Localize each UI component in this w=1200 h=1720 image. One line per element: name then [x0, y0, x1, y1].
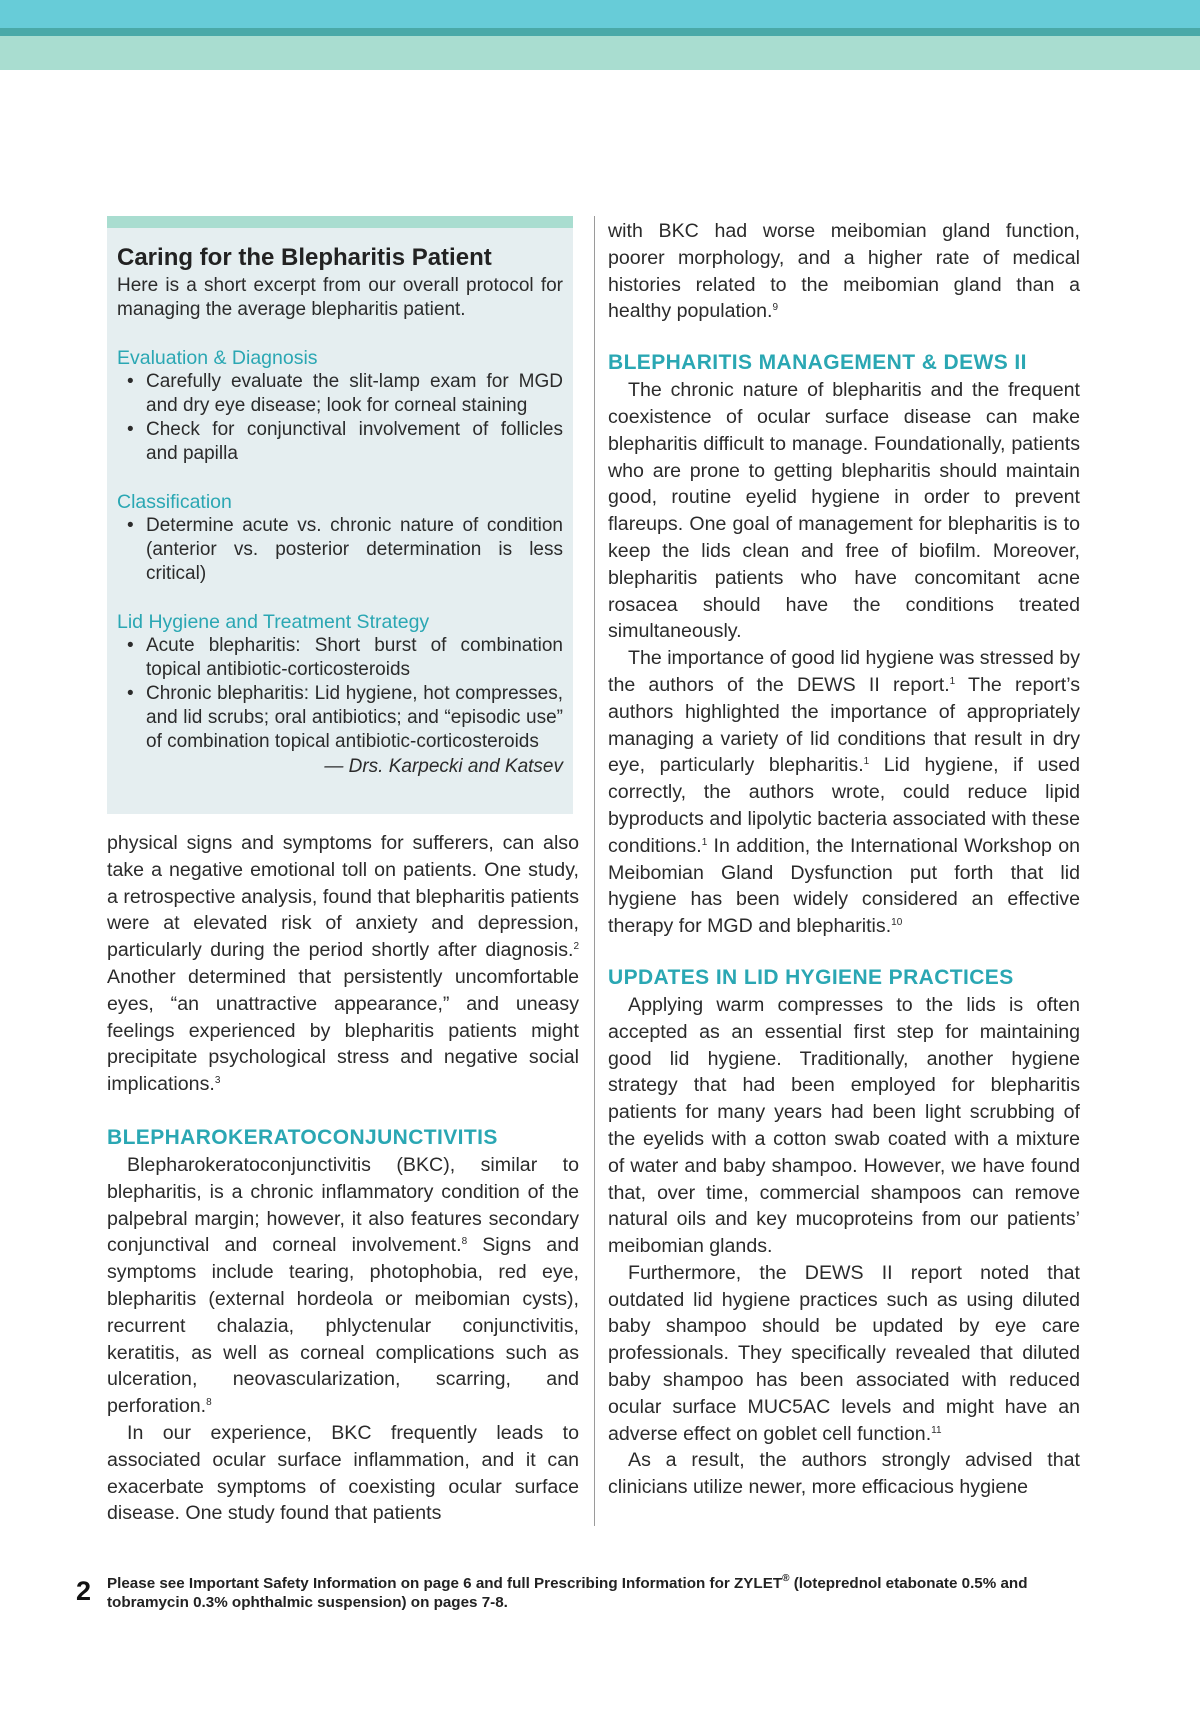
paragraph-text: Lid hygiene, if used correctly, the authors wrote, could reduce lipid byproducts and lipolytic bacteria associated with these conditions.: [608, 754, 1080, 857]
header-band-line: [0, 28, 1200, 36]
paragraph-text: Blepharokeratoconjunctivitis (BKC), similar to blepharitis, is a chronic inflammatory condition of the palpebral margin; however, it also features secondary conjunctival and corneal involvement.: [107, 1153, 579, 1257]
footer-text: (loteprednol etabonate 0.5% and tobramycin 0.3% ophthalmic suspension) on pages 7-8.: [107, 1575, 1028, 1611]
paragraph-text: Furthermore, the DEWS II report noted that outdated lid hygiene practices such as using diluted baby shampoo should be updated by eye care professionals. They specifically revealed that diluted baby shampoo has been associated with reduced ocular surface MUC5AC levels and might have an adverse effect on goblet cell function.: [608, 1261, 1080, 1445]
body-paragraph: The chronic nature of blepharitis and the frequent coexistence of ocular surface disease can make blepharitis difficult to manage. Foundationally, patients who are prone to getting blepharitis should maintain good, routine eyelid hygiene in order to prevent flareups. One goal of management for blepharitis is to keep the lids clean and free of biofilm. Moreover, blepharitis patients who have concomitant acne rosacea should have the conditions treated simultaneously.: [608, 379, 1080, 643]
list-item: • Carefully evaluate the slit-lamp exam for MGD and dry eye disease; look for corneal staining: [146, 370, 563, 418]
list-item: • Check for conjunctival involvement of follicles and papilla: [146, 418, 563, 466]
list-item: • Chronic blepharitis: Lid hygiene, hot compresses, and lid scrubs; oral antibiotics; and “episodic use” of combination topical antibiotic-corticosteroids: [146, 682, 563, 754]
list-item: • Acute blepharitis: Short burst of combination topical antibiotic-corticosteroids: [146, 634, 563, 682]
left-column: [107, 830, 579, 1527]
sidebar-heading-evaluation: Evaluation & Diagnosis: [117, 347, 318, 369]
paragraph-text: with BKC had worse meibomian gland function, poorer morphology, and a higher rate of medical histories related to the meibomian gland than a healthy population.: [608, 220, 1080, 323]
reference-marker: 1: [949, 675, 956, 687]
page-number: 2: [76, 1576, 92, 1606]
paragraph-text: Another determined that persistently uncomfortable eyes, “an unattractive appearance,” and uneasy feelings experienced by blepharitis patients might precipitate psychological stress and negative social implications.: [107, 965, 579, 1096]
body-paragraph: [608, 218, 1080, 325]
paragraph-text: Signs and symptoms include tearing, photophobia, red eye, blepharitis (external hordeola or meibomian cysts), recurrent chalazia, phlyctenular conjunctivitis, keratitis, as well as corneal complications such as ulceration, neovascularization, scarring, and perforation.: [107, 1234, 580, 1418]
reference-marker: 1: [701, 836, 708, 848]
paragraph-text: physical signs and symptoms for sufferers, can also take a negative emotional toll on patients. One study, a retrospective analysis, found that blepharitis patients were at elevated risk of anxiety and depression, particularly during the period shortly after diagnosis.: [107, 832, 579, 962]
body-paragraph: As a result, the authors strongly advised that clinicians utilize newer, more efficacious hygiene: [608, 1449, 1080, 1499]
reference-marker: 11: [931, 1424, 942, 1436]
reference-marker: 3: [214, 1075, 221, 1087]
body-paragraph: Applying warm compresses to the lids is often accepted as an essential first step for maintaining good lid hygiene. Traditionally, another hygiene strategy that had been employed for blepharitis patients for many years had been light scrubbing of the eyelids with a cotton swab coated with a mixture of water and baby shampoo. However, we have found that, over time, commercial shampoos can remove natural oils and key mucoproteins from our patients’ meibomian glands.: [608, 993, 1080, 1258]
body-paragraph: In our experience, BKC frequently leads to associated ocular surface inflammation, and it can exacerbate symptoms of coexisting ocular surface disease. One study found that patients: [107, 1421, 579, 1525]
sidebar-box: [107, 216, 573, 814]
sidebar-heading-treatment: Lid Hygiene and Treatment Strategy: [117, 611, 430, 633]
right-column: [608, 218, 1080, 1501]
body-paragraph: [107, 1152, 579, 1420]
section-heading-management: BLEPHARITIS MANAGEMENT & DEWS II: [608, 351, 1027, 375]
column-divider: [594, 216, 595, 1526]
sidebar-title: Caring for the Blepharitis Patient: [117, 244, 492, 271]
sidebar-list-evaluation: [117, 370, 563, 466]
paragraph-text: The importance of good lid hygiene was stressed by the authors of the DEWS II report.: [608, 647, 1080, 696]
footer-text: Please see Important Safety Information on page 6 and full Prescribing Information for ZYLET: [107, 1575, 783, 1592]
header-band-light: [0, 36, 1200, 70]
reference-marker: 8: [206, 1397, 212, 1409]
sidebar-list-classification: [117, 514, 563, 586]
list-item: • Determine acute vs. chronic nature of condition (anterior vs. posterior determination is less critical): [146, 514, 563, 586]
reference-marker: 9: [772, 302, 779, 314]
reference-marker: 10: [891, 917, 903, 929]
sidebar-intro: Here is a short excerpt from our overall protocol for managing the average blepharitis patient.: [117, 275, 563, 320]
sidebar-list-treatment: [117, 634, 563, 754]
body-paragraph: [608, 1260, 1080, 1448]
reference-marker: 1: [863, 756, 870, 768]
paragraph-text: The report’s authors highlighted the importance of appropriately managing a variety of lid conditions that result in dry eye, particularly blepharitis.: [608, 673, 1080, 777]
paragraph-text: In addition, the International Workshop on Meibomian Gland Dysfunction put forth that lid hygiene has been widely considered an effective therapy for MGD and blepharitis.: [608, 834, 1080, 938]
section-heading-updates: UPDATES IN LID HYGIENE PRACTICES: [608, 965, 1014, 989]
sidebar-signature: — Drs. Karpecki and Katsev: [324, 756, 563, 777]
reference-marker: 8: [461, 1236, 468, 1248]
reference-marker: 2: [573, 941, 579, 953]
sidebar-heading-classification: Classification: [117, 491, 232, 513]
registered-mark: ®: [782, 1573, 790, 1584]
section-heading-bkc: BLEPHAROKERATOCONJUNCTIVITIS: [107, 1125, 498, 1149]
body-paragraph: [107, 830, 579, 1098]
body-paragraph: [608, 645, 1080, 940]
footer-safety-note: [107, 1574, 1097, 1612]
